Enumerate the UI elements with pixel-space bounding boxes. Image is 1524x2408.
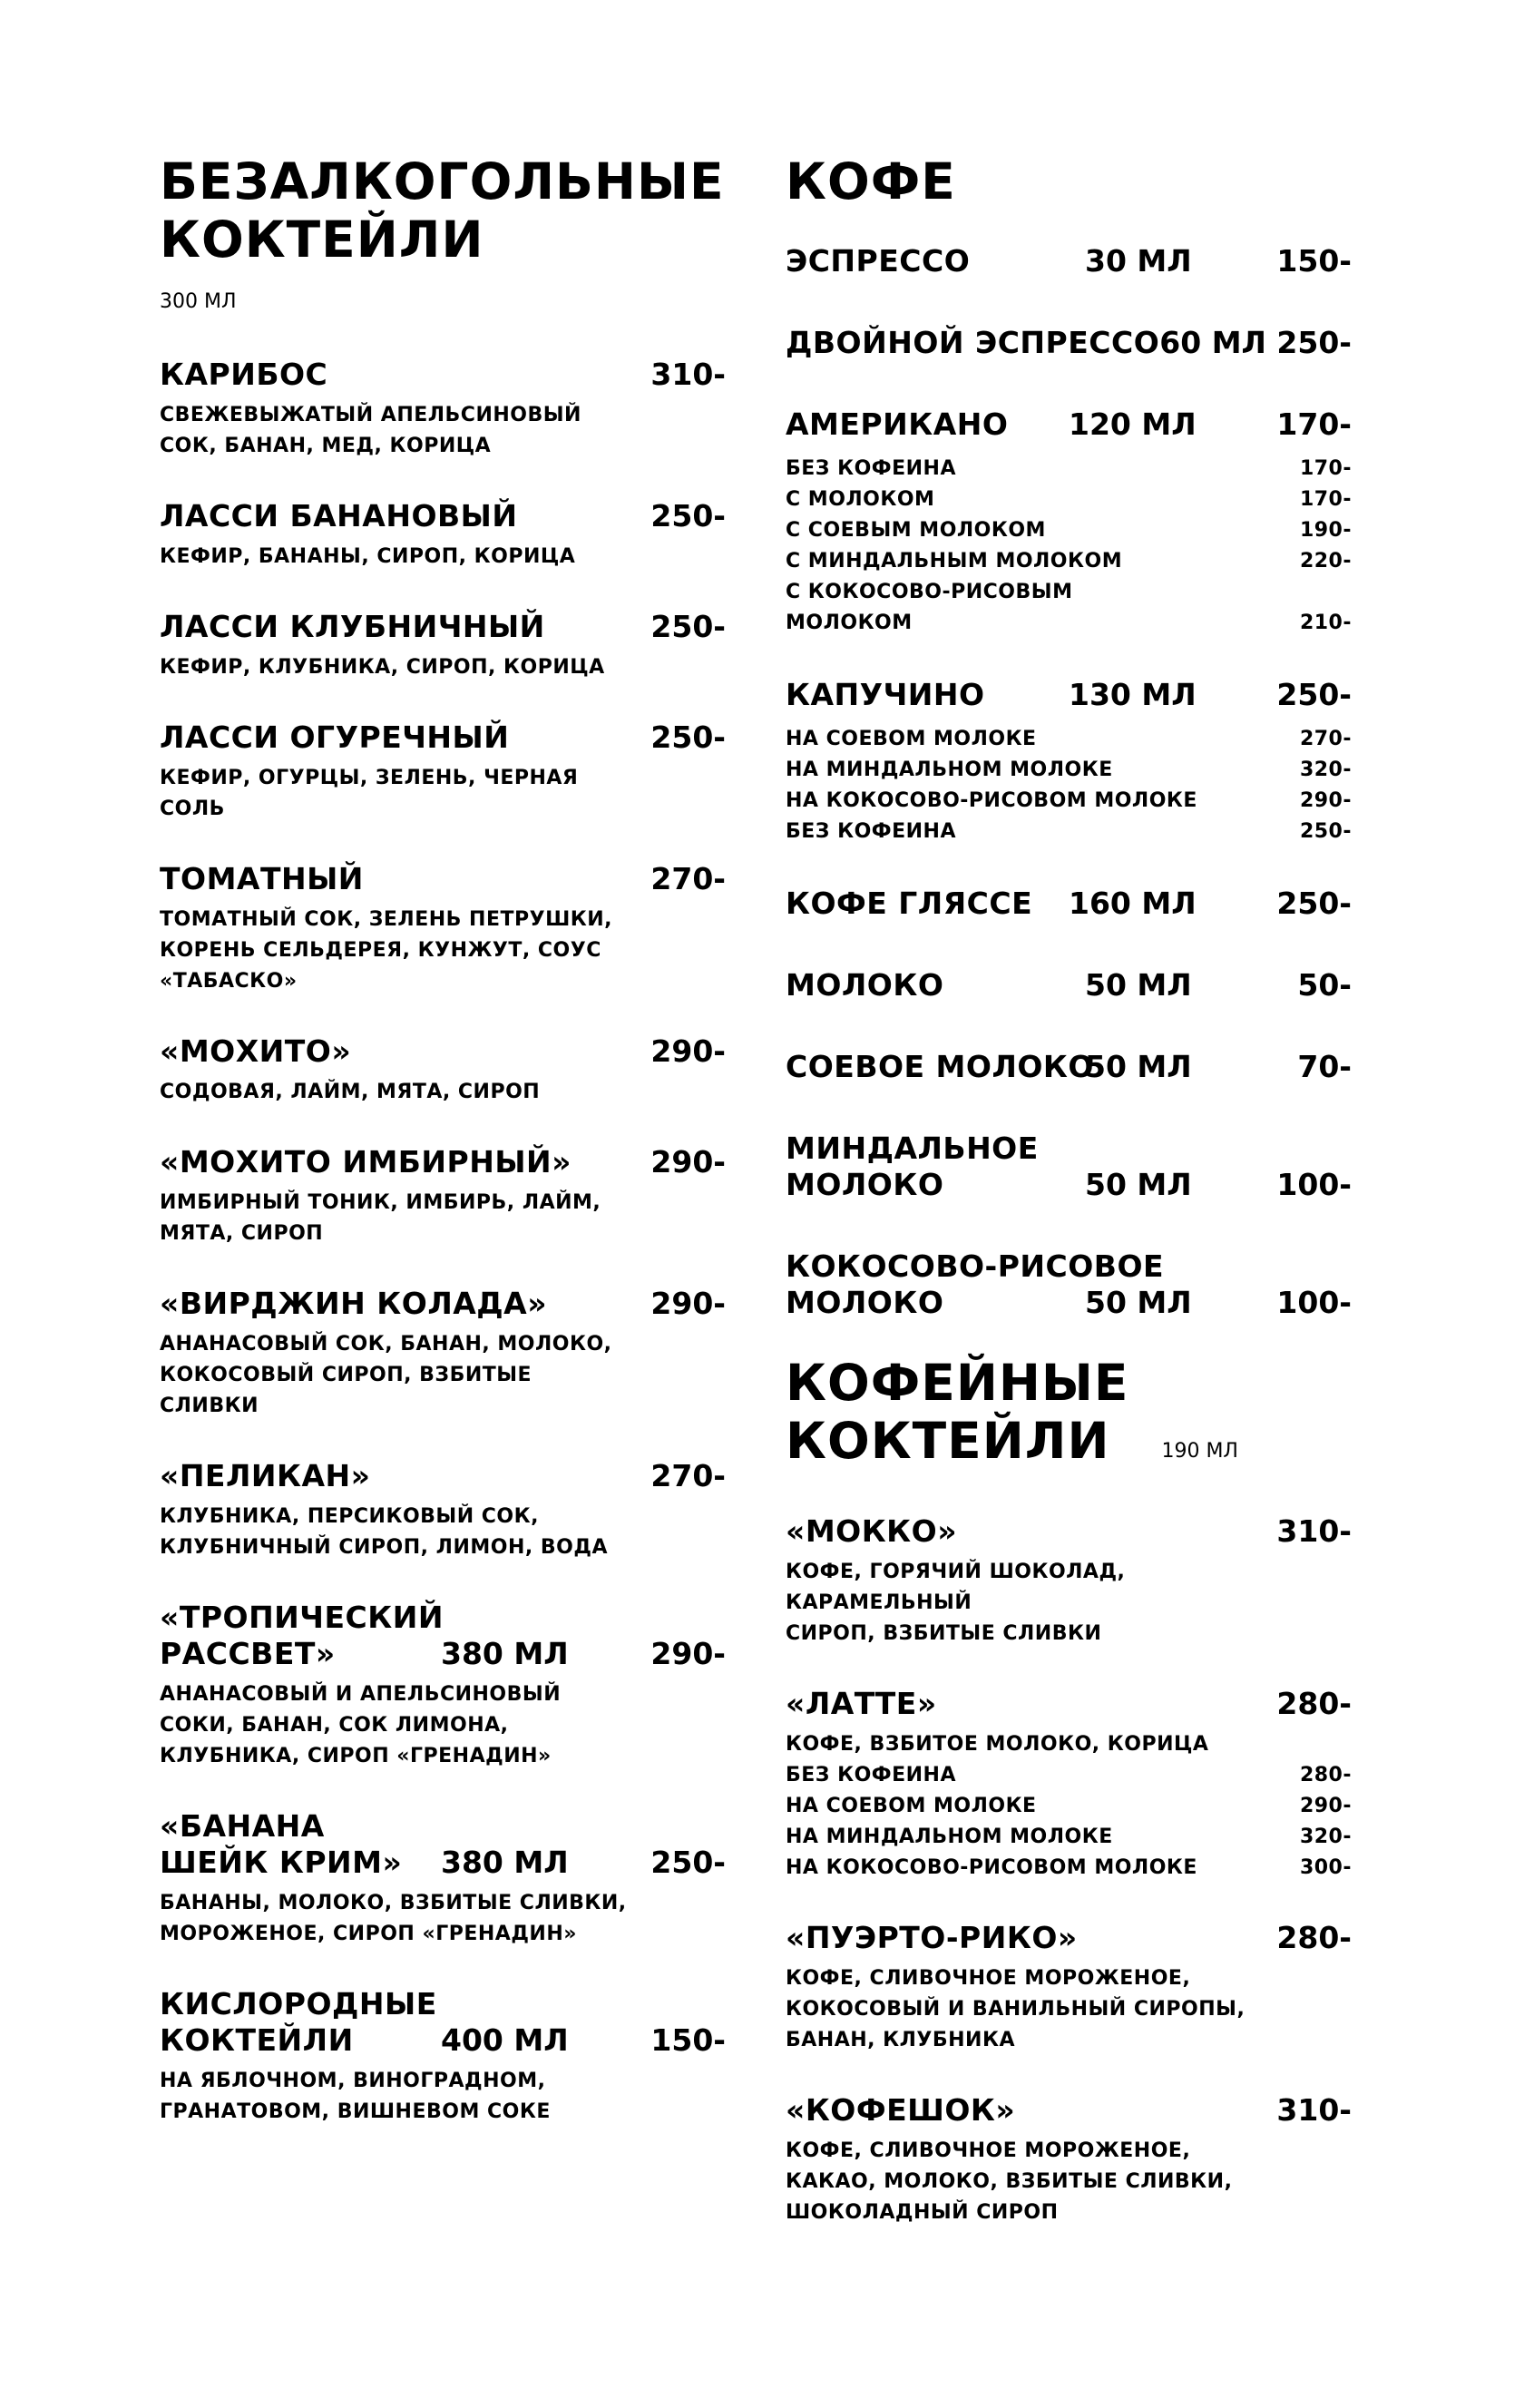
menu-item	[786, 886, 1352, 922]
item-price: 280-	[1276, 1920, 1352, 1955]
section-volume-note: 300 МЛ	[160, 290, 237, 313]
item-name: «ВИРДЖИН КОЛАДА»	[160, 1286, 548, 1321]
menu-item	[786, 1686, 1352, 1884]
coffee-column	[786, 152, 1352, 2265]
item-name: ЛАССИ ОГУРЕЧНЫЙ	[160, 719, 510, 755]
section-title-line1: БЕЗАЛКОГОЛЬНЫЕ	[160, 152, 725, 210]
option-row	[786, 1791, 1352, 1822]
option-name: НА КОКОСОВО-РИСОВОМ МОЛОКЕ	[786, 789, 1197, 812]
item-price: 310-	[1276, 1513, 1352, 1549]
option-row	[786, 454, 1352, 485]
item-name: «БАНАНА ШЕЙК КРИМ»	[160, 1808, 403, 1880]
menu-item	[786, 325, 1352, 361]
item-price: 250-	[650, 609, 726, 644]
item-price: 250-	[650, 498, 726, 533]
item-name: КИСЛОРОДНЫЕ КОКТЕЙЛИ	[160, 1986, 437, 2058]
item-price: 70-	[1297, 1049, 1352, 1084]
option-row	[786, 515, 1352, 546]
item-name: ЛАССИ КЛУБНИЧНЫЙ	[160, 609, 545, 644]
item-price: 290-	[650, 1286, 726, 1321]
menu-item	[160, 861, 726, 997]
item-name: ТОМАТНЫЙ	[160, 861, 364, 896]
item-name: ЛАССИ БАНАНОВЫЙ	[160, 498, 518, 533]
option-name: НА МИНДАЛЬНОМ МОЛОКЕ	[786, 759, 1113, 781]
option-price: 290-	[1299, 789, 1352, 812]
item-price: 100-	[1276, 1167, 1352, 1202]
menu-item	[786, 1513, 1352, 1649]
option-row	[786, 817, 1352, 847]
option-name: БЕЗ КОФЕИНА	[786, 1764, 956, 1786]
item-volume: 160 МЛ	[1069, 886, 1197, 921]
item-description: КОФЕ, ВЗБИТОЕ МОЛОКО, КОРИЦА	[786, 1733, 1209, 1756]
item-description: КЕФИР, ОГУРЦЫ, ЗЕЛЕНЬ, ЧЕРНАЯ СОЛЬ	[160, 767, 579, 820]
item-name: МОЛОКО	[786, 967, 944, 1003]
option-price: 190-	[1299, 519, 1352, 542]
coffee-cocktails-title: КОФЕЙНЫЕ КОКТЕЙЛИ	[786, 1354, 1129, 1470]
menu-item	[160, 1033, 726, 1108]
option-price: 320-	[1299, 1826, 1352, 1848]
item-price: 50-	[1297, 967, 1352, 1003]
item-price: 100-	[1276, 1285, 1352, 1320]
option-row	[786, 724, 1352, 755]
item-price: 270-	[650, 1458, 726, 1493]
menu-item	[786, 406, 1352, 443]
item-description: БАНАНЫ, МОЛОКО, ВЗБИТЫЕ СЛИВКИ, МОРОЖЕНОЕ, СИРОП «ГРЕНАДИН»	[160, 1892, 627, 1945]
item-volume: 30 МЛ	[1085, 243, 1192, 279]
option-name: НА КОКОСОВО-РИСОВОМ МОЛОКЕ	[786, 1856, 1197, 1879]
item-price: 290-	[650, 1144, 726, 1180]
menu-item-list	[160, 357, 726, 1563]
item-price: 170-	[1276, 406, 1352, 442]
item-name: «ЛАТТЕ»	[786, 1686, 937, 1721]
option-price: 270-	[1299, 728, 1352, 750]
item-volume: 50 МЛ	[1085, 967, 1192, 1003]
item-name: АМЕРИКАНО	[786, 406, 1009, 442]
item-name: КОКОСОВО-РИСОВОЕ МОЛОКО	[786, 1248, 1165, 1320]
item-price: 310-	[1276, 2092, 1352, 2128]
option-price: 250-	[1299, 820, 1352, 843]
item-name: КАРИБОС	[160, 357, 328, 392]
item-name: «МОККО»	[786, 1513, 958, 1549]
item-price: 150-	[1276, 243, 1352, 279]
option-name: НА МИНДАЛЬНОМ МОЛОКЕ	[786, 1826, 1113, 1848]
section-title	[160, 152, 726, 269]
item-description: КОФЕ, ГОРЯЧИЙ ШОКОЛАД, КАРАМЕЛЬНЫЙ СИРОП, ВЗБИТЫЕ СЛИВКИ	[786, 1561, 1126, 1645]
item-name: МИНДАЛЬНОЕ МОЛОКО	[786, 1131, 1039, 1202]
item-name: КОФЕ ГЛЯССЕ	[786, 886, 1033, 921]
item-price: 250-	[650, 719, 726, 755]
item-description: КЕФИР, БАНАНЫ, СИРОП, КОРИЦА	[160, 545, 576, 568]
item-description: ИМБИРНЫЙ ТОНИК, ИМБИРЬ, ЛАЙМ, МЯТА, СИРОП	[160, 1191, 601, 1245]
option-price: 210-	[1299, 612, 1352, 634]
item-price: 290-	[650, 1636, 726, 1671]
option-price: 220-	[1299, 550, 1352, 573]
item-price: 290-	[650, 1033, 726, 1069]
item-name: «ПЕЛИКАН»	[160, 1458, 371, 1493]
item-name: «ПУЭРТО-РИКО»	[786, 1920, 1078, 1955]
menu-item	[160, 1144, 726, 1249]
item-price: 280-	[1276, 1686, 1352, 1721]
item-volume: 50 МЛ	[1085, 1167, 1192, 1202]
option-name: С КОКОСОВО-РИСОВЫМ МОЛОКОМ	[786, 581, 1073, 634]
item-price: 250-	[1276, 325, 1352, 360]
option-row	[786, 1760, 1352, 1791]
item-name: СОЕВОЕ МОЛОКО	[786, 1049, 1094, 1084]
menu-item	[160, 719, 726, 825]
item-volume: 400 МЛ	[441, 2022, 569, 2058]
menu-item	[160, 357, 726, 462]
item-name: ЭСПРЕССО	[786, 243, 971, 279]
item-description: СВЕЖЕВЫЖАТЫЙ АПЕЛЬСИНОВЫЙ СОК, БАНАН, МЕД, КОРИЦА	[160, 404, 581, 457]
option-name: НА СОЕВОМ МОЛОКЕ	[786, 1795, 1037, 1817]
menu-item	[786, 243, 1352, 279]
option-row	[786, 755, 1352, 786]
option-name: С СОЕВЫМ МОЛОКОМ	[786, 519, 1046, 542]
menu-item	[786, 1049, 1352, 1085]
item-name: КАПУЧИНО	[786, 677, 985, 712]
item-volume: 380 МЛ	[441, 1636, 569, 1671]
menu-item	[160, 1458, 726, 1563]
option-row	[786, 577, 1352, 639]
item-description: КЛУБНИКА, ПЕРСИКОВЫЙ СОК, КЛУБНИЧНЫЙ СИРОП, ЛИМОН, ВОДА	[160, 1505, 608, 1559]
option-name: С МОЛОКОМ	[786, 488, 935, 511]
menu-item	[160, 498, 726, 573]
item-price: 310-	[650, 357, 726, 392]
option-price: 320-	[1299, 759, 1352, 781]
item-description: СОДОВАЯ, ЛАЙМ, МЯТА, СИРОП	[160, 1081, 541, 1103]
option-name: НА СОЕВОМ МОЛОКЕ	[786, 728, 1037, 750]
menu-item	[786, 677, 1352, 713]
coffee-section-title: КОФЕ	[786, 152, 956, 210]
item-description: ТОМАТНЫЙ СОК, ЗЕЛЕНЬ ПЕТРУШКИ, КОРЕНЬ СЕЛЬДЕРЕЯ, КУНЖУТ, СОУС «ТАБАСКО»	[160, 908, 613, 993]
option-row	[786, 786, 1352, 817]
coffee-cocktails-header	[786, 1354, 1352, 1470]
item-description: АНАНАСОВЫЙ И АПЕЛЬСИНОВЫЙ СОКИ, БАНАН, СОК ЛИМОНА, КЛУБНИКА, СИРОП «ГРЕНАДИН»	[160, 1683, 562, 1767]
item-description: КОФЕ, СЛИВОЧНОЕ МОРОЖЕНОЕ, КАКАО, МОЛОКО, ВЗБИТЫЕ СЛИВКИ, ШОКОЛАДНЫЙ СИРОП	[786, 2139, 1233, 2224]
option-name: БЕЗ КОФЕИНА	[786, 820, 956, 843]
option-price: 290-	[1299, 1795, 1352, 1817]
item-volume: 50 МЛ	[1085, 1049, 1192, 1084]
item-volume: 120 МЛ	[1069, 406, 1197, 442]
item-name: «КОФЕШОК»	[786, 2092, 1016, 2128]
item-volume: 50 МЛ	[1085, 1285, 1192, 1320]
item-description: НА ЯБЛОЧНОМ, ВИНОГРАДНОМ, ГРАНАТОВОМ, ВИШНЕВОМ СОКЕ	[160, 2070, 551, 2123]
item-description: КЕФИР, КЛУБНИКА, СИРОП, КОРИЦА	[160, 656, 605, 679]
option-price: 280-	[1299, 1764, 1352, 1786]
item-volume: 380 МЛ	[441, 1845, 569, 1880]
item-price: 150-	[650, 2022, 726, 2058]
option-row	[786, 1822, 1352, 1853]
option-price: 170-	[1299, 488, 1352, 511]
americano-options	[786, 454, 1352, 639]
menu-item	[160, 1986, 726, 2128]
section-volume-note: 190 МЛ	[1161, 1440, 1238, 1463]
item-price: 250-	[1276, 886, 1352, 921]
menu-item	[160, 1286, 726, 1422]
menu-item	[786, 967, 1352, 1003]
menu-item	[786, 2092, 1352, 2228]
item-name: «ТРОПИЧЕСКИЙ РАССВЕТ»	[160, 1600, 444, 1671]
option-price: 300-	[1299, 1856, 1352, 1879]
item-name: «МОХИТО ИМБИРНЫЙ»	[160, 1144, 572, 1180]
option-row	[786, 485, 1352, 515]
item-volume: 130 МЛ	[1069, 677, 1197, 712]
non-alcoholic-cocktails-column	[160, 152, 726, 2164]
item-name: ДВОЙНОЙ ЭСПРЕССО	[786, 325, 1160, 360]
menu-item	[160, 1600, 726, 1772]
cappuccino-options	[786, 724, 1352, 847]
menu-item	[786, 1920, 1352, 2056]
option-row	[786, 546, 1352, 577]
item-price: 250-	[1276, 677, 1352, 712]
item-price: 270-	[650, 861, 726, 896]
item-description: КОФЕ, СЛИВОЧНОЕ МОРОЖЕНОЕ, КОКОСОВЫЙ И ВАНИЛЬНЫЙ СИРОПЫ, БАНАН, КЛУБНИКА	[786, 1967, 1246, 2051]
option-row	[786, 1853, 1352, 1884]
latte-options	[786, 1760, 1352, 1884]
item-description: АНАНАСОВЫЙ СОК, БАНАН, МОЛОКО, КОКОСОВЫЙ СИРОП, ВЗБИТЫЕ СЛИВКИ	[160, 1333, 612, 1417]
menu-item	[160, 1808, 726, 1950]
menu-item	[786, 1131, 1352, 1203]
item-name: «МОХИТО»	[160, 1033, 352, 1069]
option-name: С МИНДАЛЬНЫМ МОЛОКОМ	[786, 550, 1123, 573]
section-title-line2: КОКТЕЙЛИ	[160, 210, 484, 269]
menu-item	[160, 609, 726, 683]
option-name: БЕЗ КОФЕИНА	[786, 457, 956, 480]
menu-item	[786, 1248, 1352, 1321]
item-price: 250-	[650, 1845, 726, 1880]
option-price: 170-	[1299, 457, 1352, 480]
item-volume: 60 МЛ	[1159, 325, 1266, 360]
